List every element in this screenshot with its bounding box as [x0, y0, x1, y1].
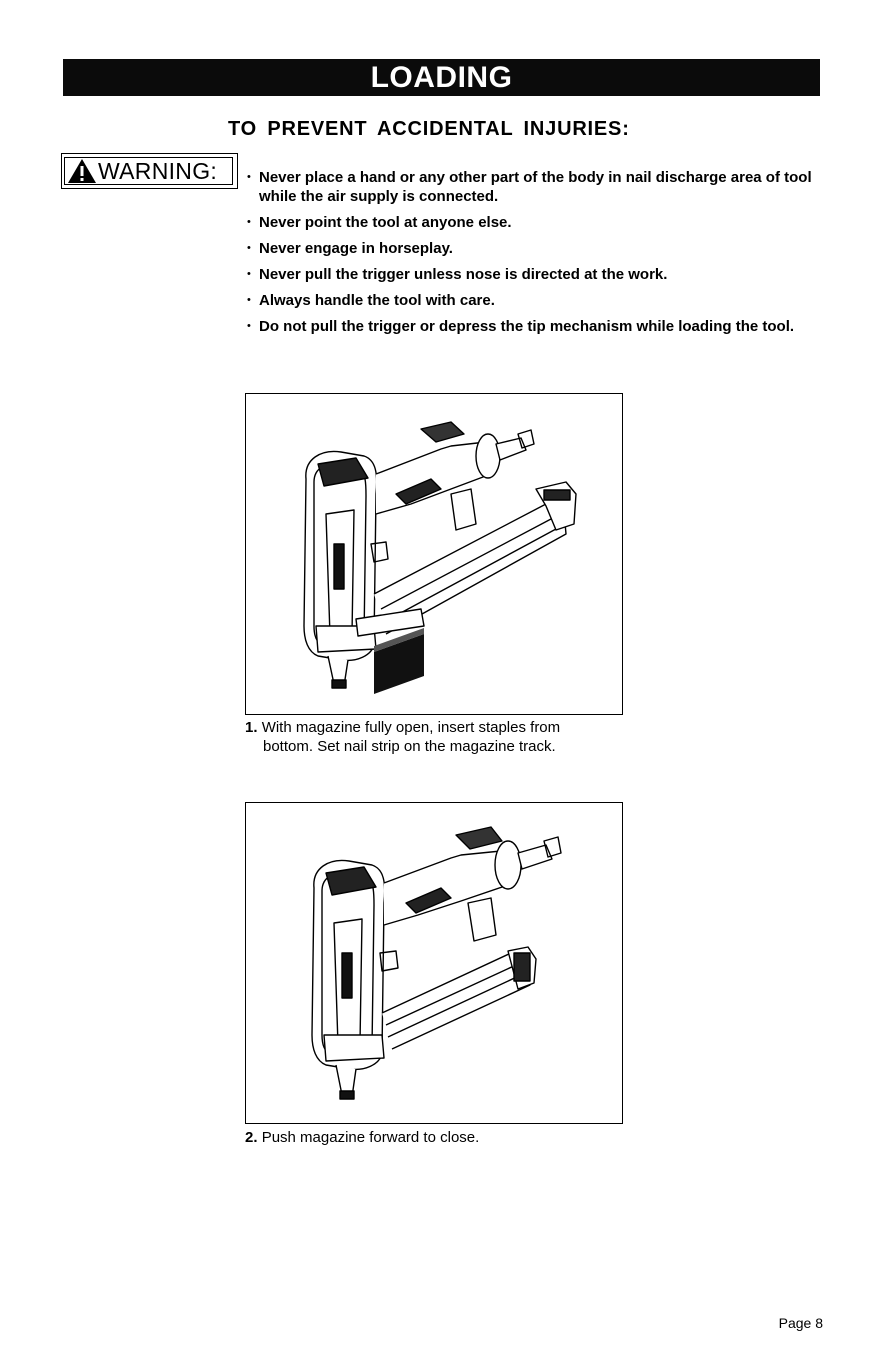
list-item: • Never point the tool at anyone else.	[244, 213, 834, 232]
list-item: • Never place a hand or any other part of the body in nail discharge area of tool while the air supply is connected.	[244, 168, 834, 206]
step-1-text-line2: bottom. Set nail strip on the magazine track.	[263, 738, 556, 755]
warning-label-box	[61, 153, 238, 189]
page-title-banner	[63, 59, 820, 96]
list-item: • Never engage in horseplay.	[244, 239, 834, 258]
step-2-text-line1: Push magazine forward to close.	[261, 1129, 480, 1146]
warning-triangle-icon	[67, 158, 97, 184]
list-item: • Never pull the trigger unless nose is directed at the work.	[244, 265, 834, 284]
step-1-number: 1.	[245, 719, 258, 736]
warning-label-inner	[64, 157, 233, 185]
staple-strip	[374, 628, 424, 694]
figure-magazine-closed	[245, 802, 623, 1124]
page-title: LOADING	[370, 61, 513, 94]
step-2-caption	[245, 1128, 635, 1147]
step-2-number: 2.	[245, 1129, 258, 1146]
step-1-text-line1: With magazine fully open, insert staples from	[261, 719, 561, 736]
warning-label: WARNING:	[98, 157, 218, 184]
nailer-open-illustration	[246, 394, 622, 714]
step-1-caption	[245, 718, 635, 756]
nailer-closed-illustration	[246, 803, 622, 1123]
list-item: • Do not pull the trigger or depress the tip mechanism while loading the tool.	[244, 317, 834, 336]
section-subheading: TO PREVENT ACCIDENTAL INJURIES:	[228, 118, 630, 140]
figure-magazine-open	[245, 393, 623, 715]
page-number: Page 8	[778, 1315, 823, 1331]
list-item: • Always handle the tool with care.	[244, 291, 834, 310]
safety-bullet-list	[244, 168, 834, 343]
